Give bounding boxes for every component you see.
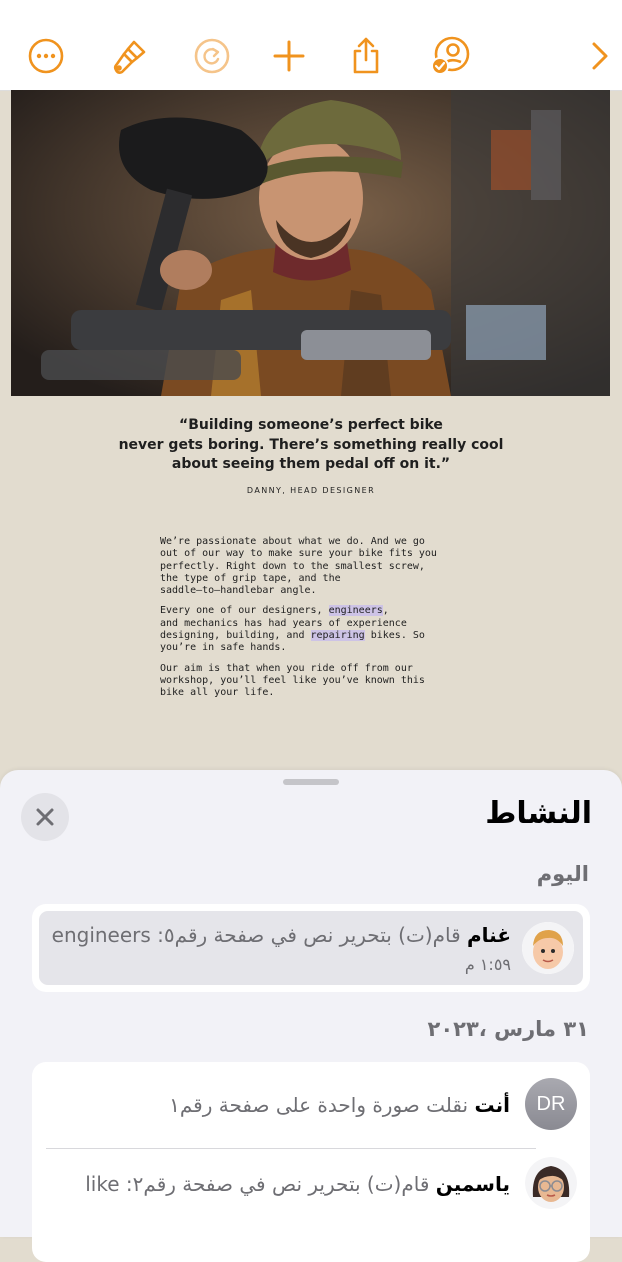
- panel-title: النشاط: [485, 796, 592, 831]
- activity-panel: [0, 770, 622, 1237]
- activity-entry-text: [85, 1172, 510, 1196]
- paragraph-text: Every one of our designers,: [160, 605, 329, 617]
- activity-row-today[interactable]: [39, 911, 583, 985]
- document-photo[interactable]: [11, 90, 610, 396]
- close-button[interactable]: [21, 793, 69, 841]
- activity-card-today: [32, 904, 590, 992]
- paragraph-text: bikes. So you’re in safe hands.: [160, 630, 425, 654]
- activity-description: قام(ت) بتحرير نص في صفحة رقم٢: like: [85, 1172, 436, 1196]
- paragraph-text: , and mechanics has had years of experience designing, building, and: [160, 605, 407, 642]
- quote-line: never gets boring. There’s something really cool: [118, 436, 504, 453]
- highlighted-edit[interactable]: repairing: [310, 630, 365, 642]
- format-brush-icon[interactable]: [108, 34, 152, 78]
- quote-attribution: DANNY, HEAD DESIGNER: [246, 486, 376, 495]
- avatar-initials: DR: [525, 1078, 577, 1130]
- highlighted-edit[interactable]: engineers: [328, 605, 383, 617]
- activity-entry-text: [52, 923, 511, 947]
- activity-user-name: ياسمين: [435, 1172, 510, 1196]
- activity-row[interactable]: [32, 1062, 590, 1146]
- activity-user-name: أنت: [474, 1093, 510, 1117]
- paragraph[interactable]: [160, 605, 460, 654]
- close-icon: [35, 807, 55, 827]
- mechanic-photo-illustration: [11, 90, 610, 396]
- sheet-grabber[interactable]: [283, 779, 339, 785]
- toolbar: [0, 0, 622, 91]
- activity-user-name: غنام: [467, 923, 511, 947]
- share-icon[interactable]: [344, 34, 388, 78]
- avatar-memoji: [522, 922, 574, 974]
- paragraph[interactable]: We’re passionate about what we do. And we go out of our way to make sure your bike fits you perfectly. Right down to the smallest screw, the type of grip tape, and the saddle—to—handlebar angle.: [160, 536, 437, 597]
- quote-line: about seeing them pedal off on it.”: [171, 456, 451, 472]
- more-icon[interactable]: [24, 34, 68, 78]
- collaboration-icon[interactable]: [428, 34, 472, 78]
- add-icon[interactable]: [267, 34, 311, 78]
- memoji-icon: [525, 1157, 577, 1209]
- avatar-memoji: [525, 1157, 577, 1209]
- chevron-right-icon[interactable]: [578, 34, 622, 78]
- section-label-today: اليوم: [536, 862, 589, 886]
- activity-description: قام(ت) بتحرير نص في صفحة رقم٥: engineers: [51, 923, 467, 947]
- section-label-date: ٣١ مارس ،٢٠٢٣: [427, 1017, 589, 1041]
- redo-icon[interactable]: [190, 34, 234, 78]
- pull-quote: [0, 416, 622, 475]
- activity-row[interactable]: [32, 1149, 590, 1233]
- paragraph[interactable]: Our aim is that when you ride off from our workshop, you’ll feel like you’ve known this bike all your life.: [160, 662, 425, 699]
- body-text[interactable]: [160, 536, 460, 708]
- activity-entry-text: [169, 1093, 510, 1117]
- activity-card-date: [32, 1062, 590, 1262]
- memoji-icon: [522, 922, 574, 974]
- activity-time: ١:٥٩ م: [464, 955, 511, 974]
- quote-line: “Building someone’s perfect bike: [179, 417, 443, 433]
- activity-description: نقلت صورة واحدة على صفحة رقم١: [169, 1093, 475, 1117]
